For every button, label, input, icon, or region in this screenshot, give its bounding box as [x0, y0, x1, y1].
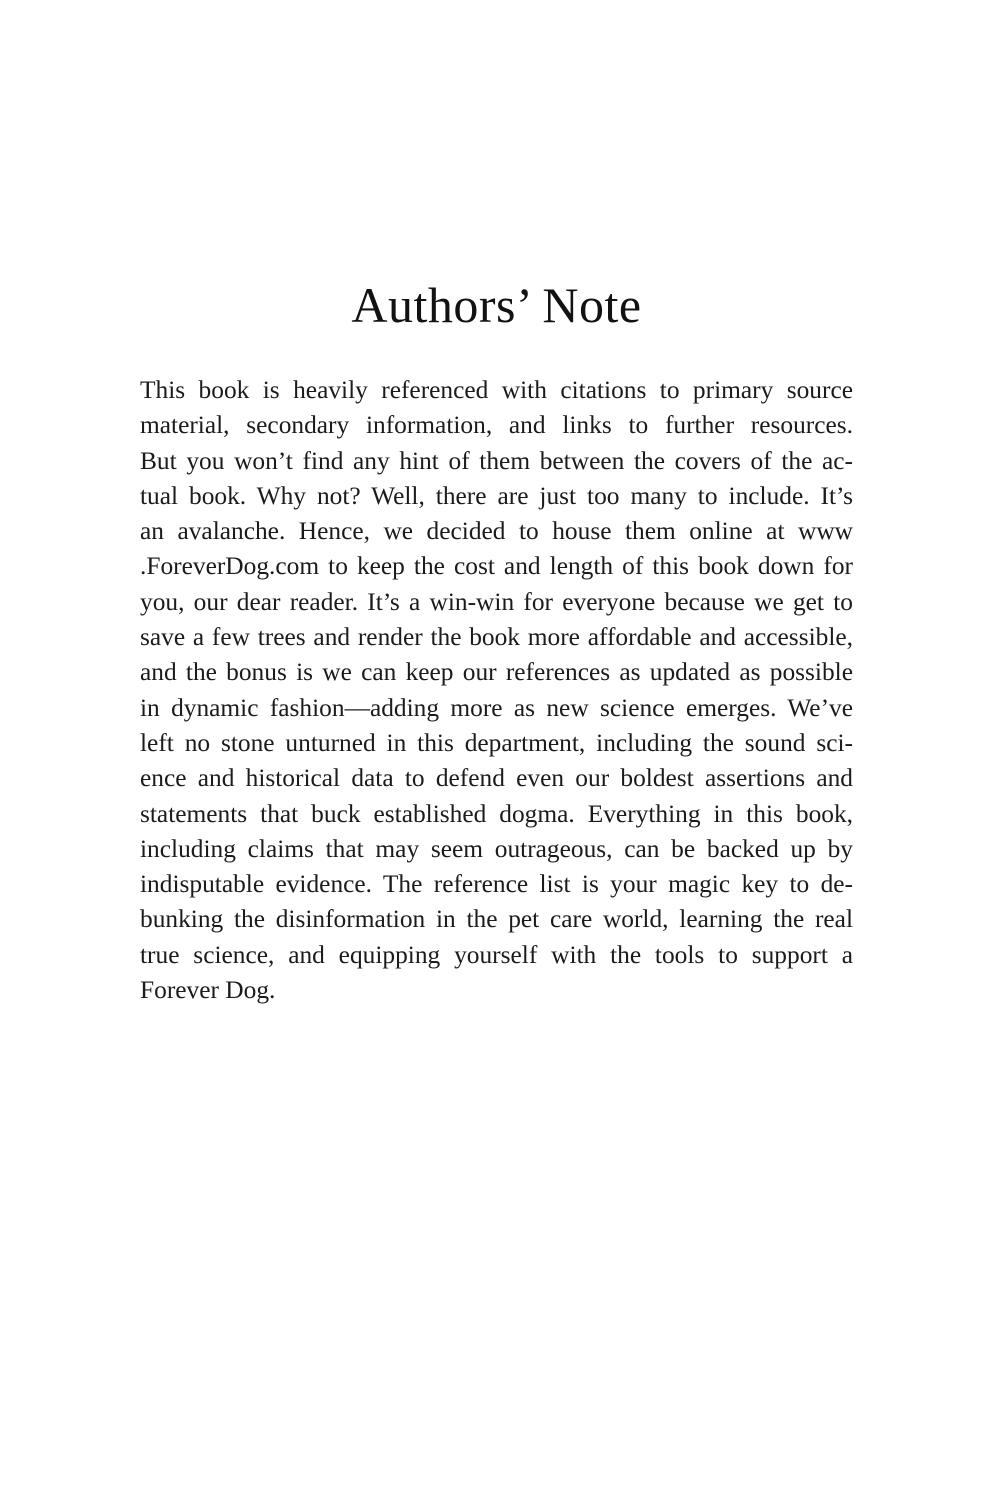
body-line: left no stone unturned in this department, including the sound sci- — [140, 728, 853, 757]
body-line: Forever Dog. — [140, 976, 276, 1005]
body-line: This book is heavily referenced with citations to primary source — [140, 376, 853, 404]
body-line: tual book. Why not? Well, there are just too many to include. It’s — [140, 481, 853, 510]
body-paragraph — [140, 373, 853, 1008]
body-line: ence and historical data to defend even our boldest assertions and — [140, 764, 853, 793]
body-line: in dynamic fashion—adding more as new science emerges. We’ve — [140, 693, 853, 722]
body-line: statements that buck established dogma. Everything in this book, — [140, 799, 853, 828]
page-title: Authors’ Note — [351, 276, 642, 333]
body-line: bunking the disinformation in the pet care world, learning the real — [140, 905, 853, 934]
body-line: indisputable evidence. The reference list is your magic key to de- — [140, 870, 853, 899]
body-line: including claims that may seem outrageous, can be backed up by — [140, 834, 853, 863]
body-line: and the bonus is we can keep our references as updated as possible — [140, 658, 853, 687]
body-line: material, secondary information, and links to further resources. — [140, 411, 853, 440]
body-line: .ForeverDog.com to keep the cost and length of this book down for — [140, 552, 853, 581]
body-line: But you won’t find any hint of them between the covers of the ac- — [140, 446, 853, 475]
body-line: save a few trees and render the book more affordable and accessible, — [140, 623, 853, 652]
body-line: you, our dear reader. It’s a win-win for everyone because we get to — [140, 587, 853, 616]
body-line: an avalanche. Hence, we decided to house them online at www — [140, 517, 853, 546]
body-line: true science, and equipping yourself with the tools to support a — [140, 940, 853, 969]
